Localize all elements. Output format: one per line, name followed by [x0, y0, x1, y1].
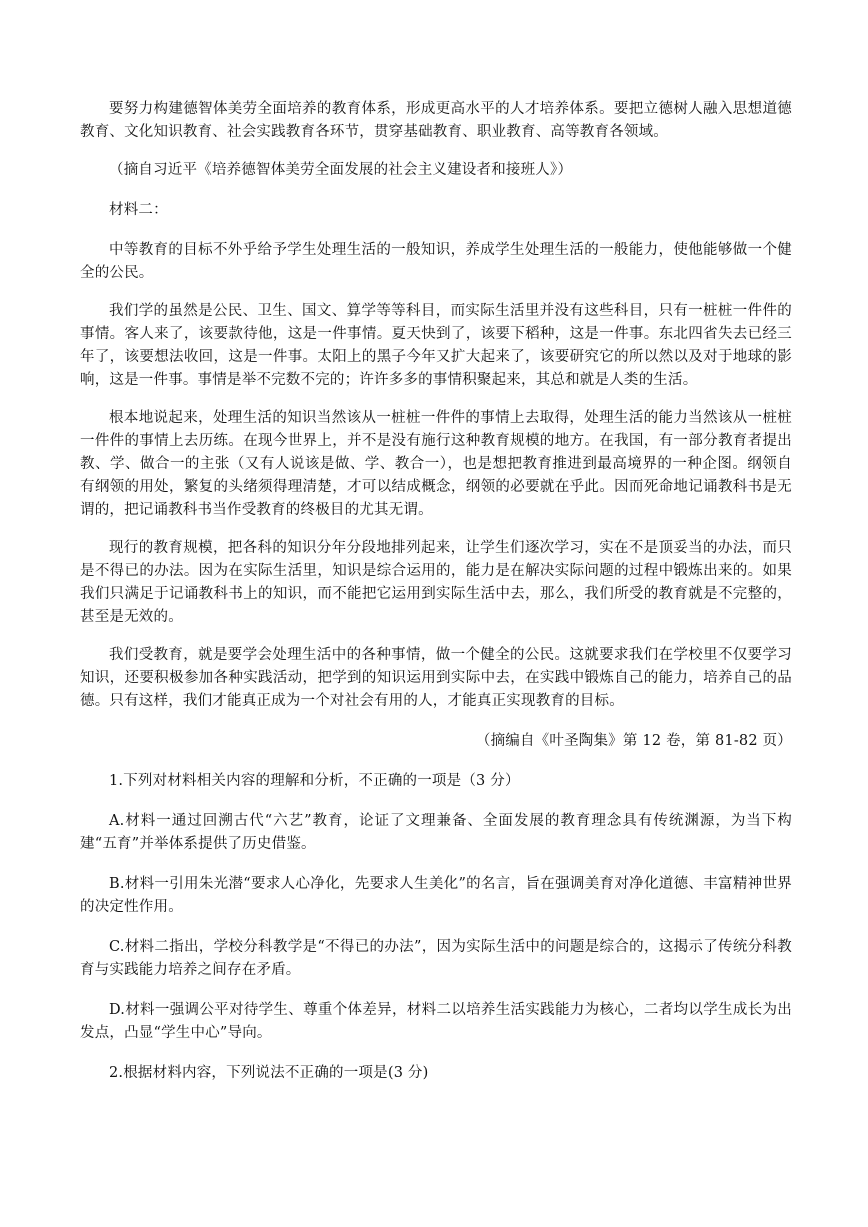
source-citation-1: （摘自习近平《培养德智体美劳全面发展的社会主义建设者和接班人》） [109, 162, 573, 178]
source-citation-2: （摘编自《叶圣陶集》第 12 卷，第 81-82 页） [475, 733, 792, 749]
paragraph-4: 中等教育的目标不外乎给予学生处理生活的一般知识，养成学生处理生活的一般能力，使他能够做一个健全的公民。 [80, 242, 792, 281]
paragraph-5: 我们学的虽然是公民、卫生、国文、算学等等科目，而实际生活里并没有这些科目，只有一桩桩一件件的事情。客人来了，该要款待他，这是一件事情。夏天快到了，该要下稻种，这是一件事。东北四省失去已经三年了，该要想法收回，这是一件事。太阳上的黑子今年又扩大起来了，该要研究它的所以然以及对于地球的影响，这是一件事。事情是举不完数不完的；许许多多的事情积聚起来，其总和就是人类的生活。 [80, 303, 792, 388]
paragraph-7: 现行的教育规模，把各科的知识分年分段地排列起来，让学生们逐次学习，实在不是顶妥当的办法，而只是不得已的办法。因为在实际生活里，知识是综合运用的，能力是在解决实际问题的过程中锻炼出来的。如果我们只满足于记诵教科书上的知识，而不能把它运用到实际生活中去，那么，我们所受的教育就是不完整的，甚至是无效的。 [80, 540, 792, 625]
option-c: C.材料二指出，学校分科教学是“不得已的办法”，因为实际生活中的问题是综合的，这揭示了传统分科教育与实践能力培养之间存在矛盾。 [80, 939, 792, 978]
paragraph-1: 要努力构建德智体美劳全面培养的教育体系，形成更高水平的人才培养体系。要把立德树人融入思想道德教育、文化知识教育、社会实践教育各环节，贯穿基础教育、职业教育、高等教育各领域。 [80, 101, 792, 140]
material-two-heading: 材料二： [109, 202, 168, 218]
paragraph-8: 我们受教育，就是要学会处理生活中的各种事情，做一个健全的公民。这就要求我们在学校里不仅要学习知识，还要积极参加各种实践活动，把学到的知识运用到实际中去，在实践中锻炼自己的能力，培养自己的品德。只有这样，我们才能真正成为一个对社会有用的人，才能真正实现教育的目标。 [80, 647, 792, 709]
option-d: D.材料一强调公平对待学生、尊重个体差异，材料二以培养生活实践能力为核心，二者均以学生成长为出发点，凸显“学生中心”导向。 [80, 1002, 792, 1041]
option-a: A.材料一通过回溯古代“六艺”教育，论证了文理兼备、全面发展的教育理念具有传统渊源，为当下构建“五育”并举体系提供了历史借鉴。 [80, 813, 792, 852]
document-page [80, 98, 792, 1102]
paragraph-6: 根本地说起来，处理生活的知识当然该从一桩桩一件件的事情上去取得，处理生活的能力当然该从一桩桩一件件的事情上去历练。在现今世界上，并不是没有施行这种教育规模的地方。在我国，有一部分教育者提出教、学、做合一的主张（又有人说该是做、学、教合一），也是想把教育推进到最高境界的一种企图。纲领自有纲领的用处，繁复的头绪须得理清楚，才可以结成概念，纲领的必要就在乎此。因而死命地记诵教科书是无谓的，把记诵教科书当作受教育的终极目的尤其无谓。 [80, 410, 792, 518]
question-2: 2.根据材料内容，下列说法不正确的一项是(3 分) [109, 1065, 429, 1081]
option-b: B.材料一引用朱光潜“要求人心净化，先要求人生美化”的名言，旨在强调美育对净化道德、丰富精神世界的决定性作用。 [80, 876, 792, 915]
question-1: 1.下列对材料相关内容的理解和分析，不正确的一项是（3 分） [109, 773, 520, 789]
